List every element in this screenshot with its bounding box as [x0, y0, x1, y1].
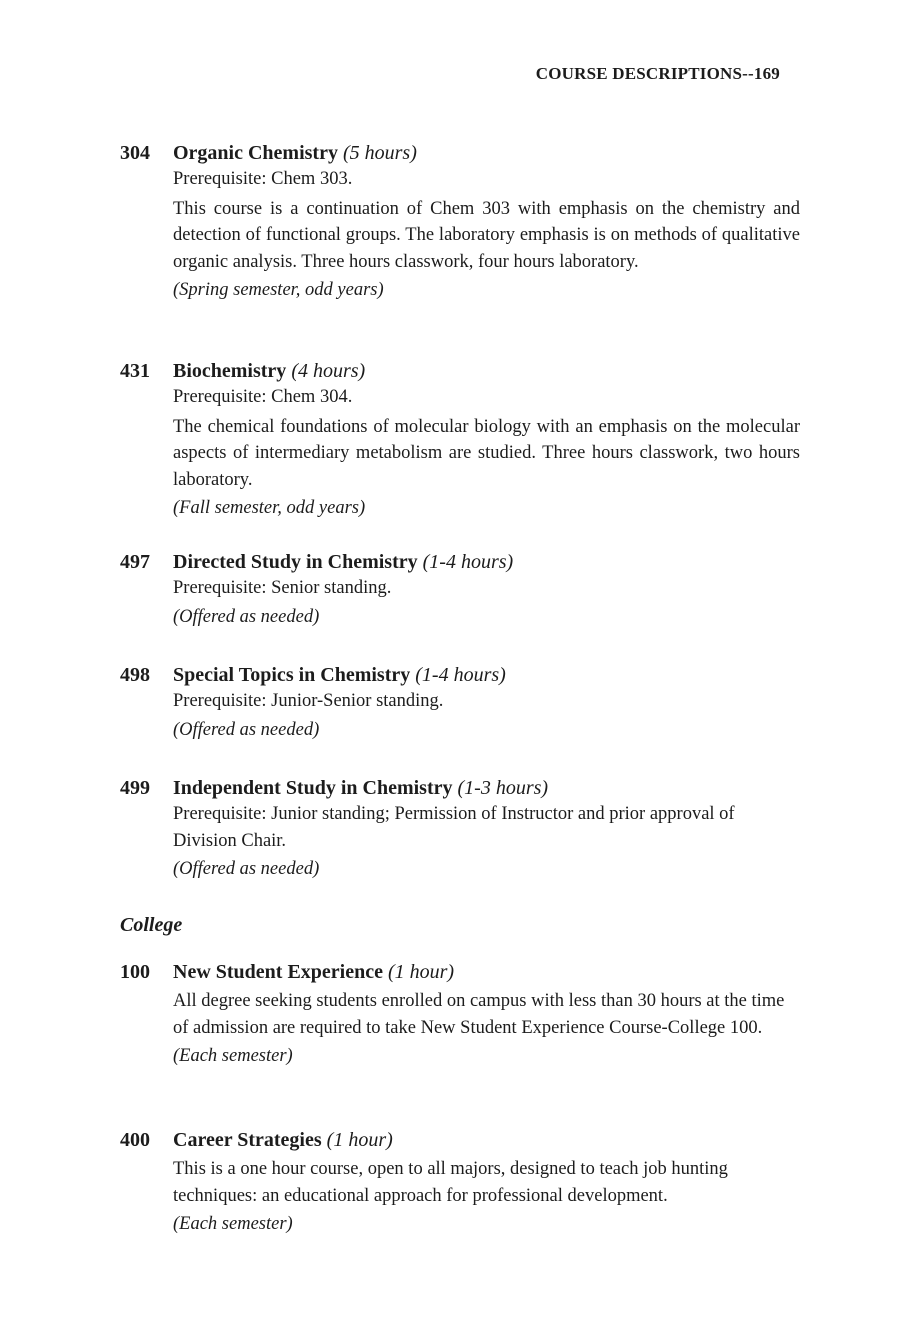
course-entry-college-100	[120, 959, 800, 1070]
course-description: The chemical foundations of molecular biology with an emphasis on the molecular aspects of intermediary metabolism are studied. Three hours classwork, two hours laboratory.	[173, 416, 800, 490]
course-heading	[120, 549, 800, 575]
course-entry-college-400	[120, 1127, 800, 1238]
course-heading	[120, 140, 800, 166]
course-number: 100	[120, 961, 150, 983]
course-entry-499	[120, 775, 800, 883]
course-hours: (1-3 hours)	[457, 777, 549, 799]
course-body	[173, 801, 800, 883]
course-body	[173, 988, 800, 1070]
course-heading	[120, 959, 800, 985]
course-prerequisite: Prerequisite: Chem 303.	[173, 169, 353, 189]
course-description: This is a one hour course, open to all majors, designed to teach job hunting techniques: an educational approach for professional development.	[173, 1159, 728, 1206]
course-prerequisite: Prerequisite: Junior standing; Permission of Instructor and prior approval of Division Chair.	[173, 804, 735, 851]
course-prerequisite: Prerequisite: Junior-Senior standing.	[173, 691, 444, 711]
course-hours: (4 hours)	[291, 360, 366, 382]
course-term: (Each semester)	[173, 1214, 293, 1234]
course-heading	[120, 662, 800, 688]
course-term: (Fall semester, odd years)	[173, 498, 366, 518]
course-number: 499	[120, 777, 150, 799]
course-term: (Offered as needed)	[173, 606, 320, 627]
course-entry-304	[120, 140, 800, 304]
course-title: Biochemistry	[173, 360, 287, 382]
course-hours: (1-4 hours)	[422, 551, 514, 573]
course-title: Career Strategies	[173, 1129, 322, 1151]
course-number: 400	[120, 1129, 150, 1151]
course-title: Organic Chemistry	[173, 142, 338, 164]
section-heading-college: College	[120, 914, 183, 936]
course-body	[173, 166, 800, 304]
course-title: Special Topics in Chemistry	[173, 664, 411, 686]
course-heading	[120, 1127, 800, 1153]
course-body	[173, 688, 800, 743]
course-number: 431	[120, 360, 150, 382]
course-hours: (1 hour)	[326, 1129, 393, 1151]
course-number: 498	[120, 664, 150, 686]
course-number: 304	[120, 142, 150, 164]
course-entry-497	[120, 549, 800, 630]
course-entry-498	[120, 662, 800, 743]
course-hours: (5 hours)	[342, 142, 417, 164]
course-description: This course is a continuation of Chem 303 with emphasis on the chemistry and detection of functional groups. The laboratory emphasis is on methods of qualitative organic analysis. Three hours classwork, four hours laboratory.	[173, 198, 800, 272]
course-hours: (1 hour)	[387, 961, 455, 983]
course-description: All degree seeking students enrolled on campus with less than 30 hours at the time of admission are required to take New Student Experience Course-College 100.	[173, 991, 785, 1038]
course-prerequisite: Prerequisite: Chem 304.	[173, 387, 353, 407]
course-term: (Each semester)	[173, 1046, 293, 1066]
running-header: COURSE DESCRIPTIONS--169	[535, 64, 780, 83]
course-term: (Offered as needed)	[173, 859, 320, 879]
course-hours: (1-4 hours)	[415, 664, 506, 686]
course-number: 497	[120, 551, 150, 573]
course-prerequisite: Prerequisite: Senior standing.	[173, 578, 392, 598]
course-term: (Offered as needed)	[173, 719, 320, 740]
course-title: Directed Study in Chemistry	[173, 551, 418, 573]
course-body	[173, 1156, 800, 1238]
course-title: Independent Study in Chemistry	[173, 777, 453, 799]
course-term: (Spring semester, odd years)	[173, 280, 384, 300]
course-heading	[120, 775, 800, 801]
course-entry-431	[120, 358, 800, 522]
course-body	[173, 384, 800, 522]
course-body	[173, 575, 800, 630]
course-title: New Student Experience	[173, 961, 383, 983]
course-heading	[120, 358, 800, 384]
